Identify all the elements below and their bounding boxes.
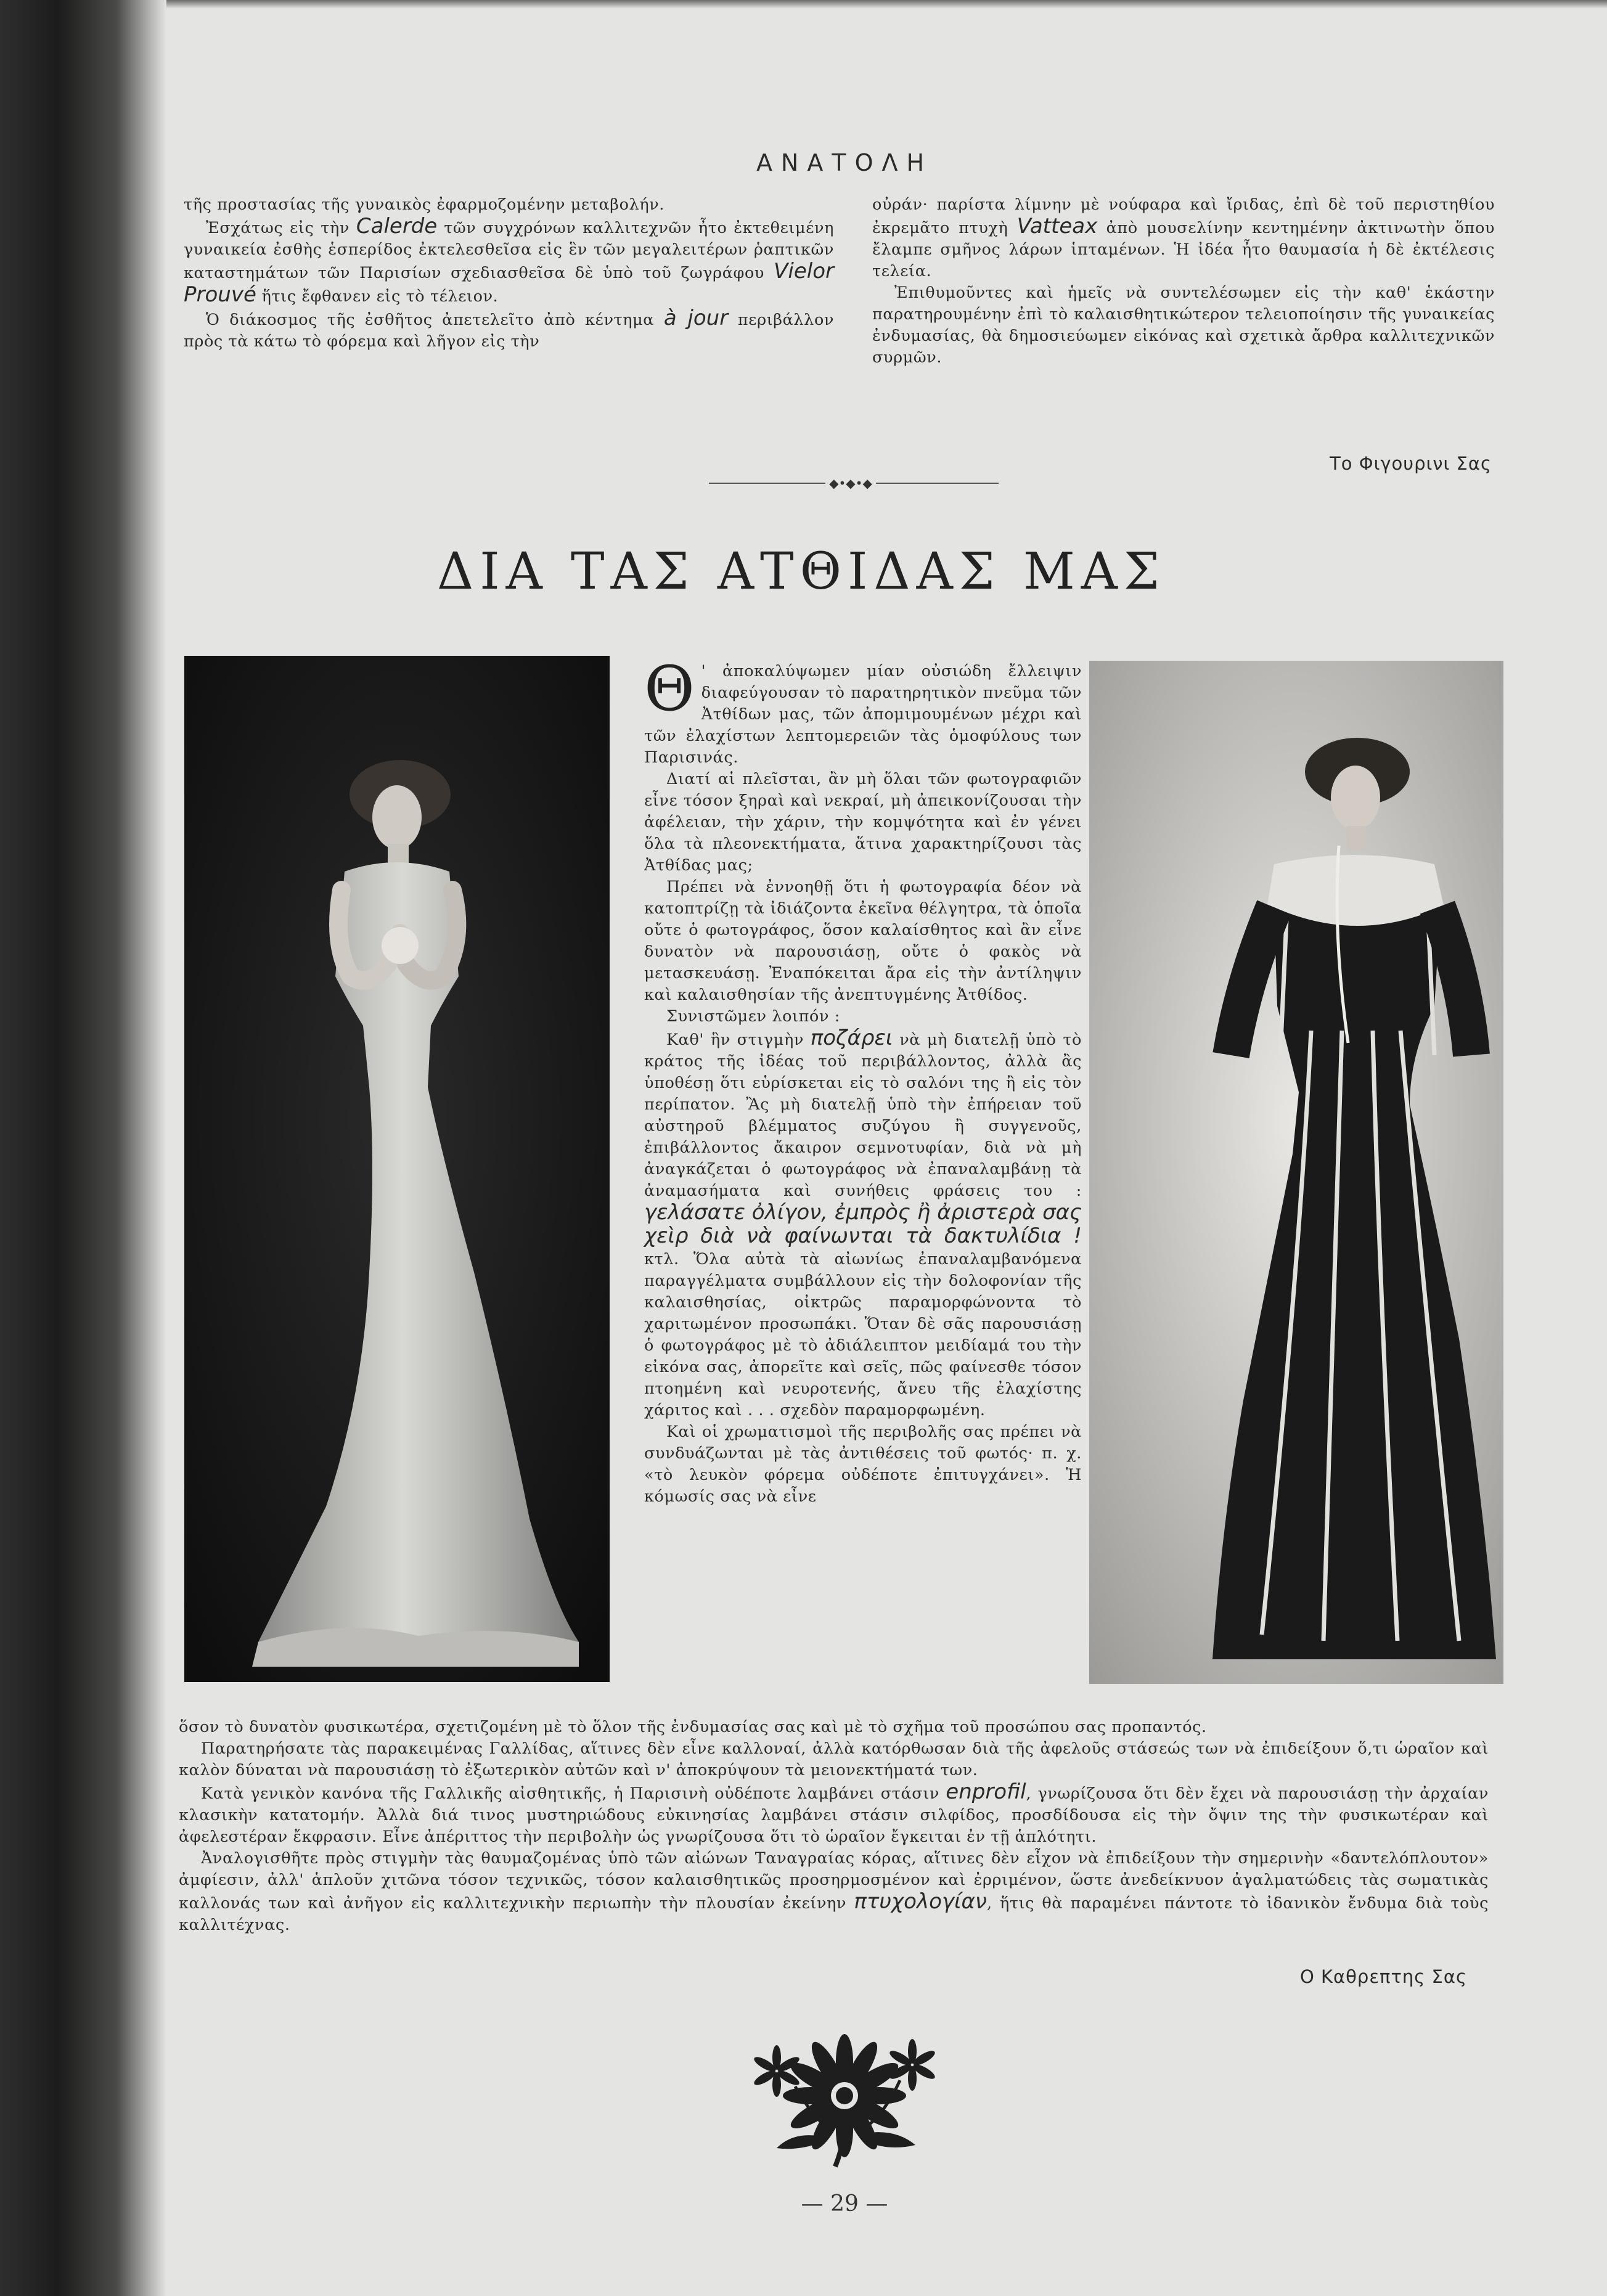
top-left-column bbox=[184, 194, 834, 353]
text-run: Ἀναλογισθῆτε πρὸς στιγμὴν τὰς θαυμαζομένας ὑπὸ τῶν αἰώνων Ταναγραίας κόρας, αἵτινες δὲν εἶχον νὰ ἐπιδείξουν τὴν σημερινὴν «δαντελόπλουτον» ἀμφίεσιν, ἀλλ' ἁπλοῦν χιτῶνα τόσον τεχνικῶς, τόσον καλαισθητικῶς προσηρμοσμένον καὶ ἐρριμένον, ὥστε ἀνεδείκνυον ἀγαλματώδεις τὰς σωματικὰς καλλονάς των καὶ ἀνῆγον εἰς καλλιτεχνικὴν περιωπὴν τὴν πλουσίαν ἐκείνην bbox=[179, 1849, 1489, 1913]
paragraph bbox=[179, 1717, 1489, 1738]
paragraph bbox=[184, 308, 834, 353]
text-run: Παρατηρήσατε τὰς παρακειμένας Γαλλίδας, αἵτινες δὲν εἶνε καλλοναί, ἀλλὰ κατόρθωσαν διὰ τῆς ἀφελοῦς στάσεώς των νὰ ἐπιδείξουν ὅ,τι ὡραῖον καὶ καλὸν δύναται νὰ παρουσιάσῃ τὸ ἐξωτερικὸν αὐτῶν καὶ ν' ἀποκρύψουν τὰ μειονεκτήματά των. bbox=[179, 1739, 1489, 1779]
paragraph bbox=[644, 1027, 1082, 1421]
page-number: — 29 — bbox=[801, 2191, 888, 2216]
text-run: ' ἀποκαλύψωμεν μίαν οὐσιώδη ἔλλειψιν διαφεύγουσαν τὸ παρατηρητικὸν πνεῦμα τῶν Ἀτθίδων μας, τῶν ἀπομιμουμένων μέχρι καὶ τῶν ἐλαχίστων λεπτομερειῶν τὰς ὁμοφύλους των Παρισινάς. bbox=[644, 662, 1082, 767]
paragraph bbox=[644, 1006, 1082, 1027]
italic-run: Vatteax bbox=[1016, 214, 1098, 239]
text-run: τῶν συγχρόνων καλλιτεχνῶν ἦτο ἐκτεθειμένη γυναικεία ἐσθὴς ἑσπερίδος ἐκτελεσθεῖσα εἰς ἓν τῶν μεγαλειτέρων ῥαπτικῶν καταστημάτων τῶν Παρισίων σχεδιασθεῖσα δὲ ὑπὸ τοῦ ζωγράφου bbox=[184, 219, 834, 282]
kathreptis-signature: Ο Καθρεπτης Σας bbox=[1299, 1966, 1467, 1987]
divider-ornament-icon: ◆•◆•◆ bbox=[811, 476, 891, 489]
top-right-column bbox=[872, 194, 1495, 369]
text-run: Καθ' ἣν στιγμὴν bbox=[666, 1031, 811, 1049]
text-run: Κατὰ γενικὸν κανόνα τῆς Γαλλικῆς αἰσθητικῆς, ἡ Παρισινὴ οὐδέποτε λαμβάνει στάσιν bbox=[201, 1784, 946, 1803]
article-bottom-text bbox=[179, 1717, 1489, 1936]
article-title: ΔΙΑ ΤΑΣ ΑΤΘΙΔΑΣ ΜΑΣ bbox=[436, 542, 1166, 601]
article-middle-column bbox=[644, 653, 1082, 1508]
text-run: Πρέπει νὰ ἐννοηθῇ ὅτι ἡ φωτογραφία δέον νὰ κατοπτρίζῃ τὰ ἰδιάζοντα ἐκεῖνα θέλγητρα, τὰ ὁποῖα οὔτε ὁ φωτογράφος, ὅσον καλαίσθητος καὶ ἂν εἶνε δυνατὸν νὰ παρουσιάσῃ, οὔτε ὁ φακὸς νὰ μετασκευάσῃ. Ἐναπόκειται ἄρα εἰς τὴν ἀντίληψιν καὶ καλαισθησίαν τῆς ἀνεπτυγμένης Ἀτθίδος. bbox=[644, 878, 1082, 1004]
text-run: Ὁ διάκοσμος τῆς ἐσθῆτος ἀπετελεῖτο ἀπὸ κέντημα bbox=[206, 311, 664, 329]
text-run: Συνιστῶμεν λοιπόν : bbox=[666, 1007, 840, 1026]
book-binding-shadow bbox=[0, 0, 166, 2296]
paragraph bbox=[644, 769, 1082, 876]
text-run: ὅσον τὸ δυνατὸν φυσικωτέρα, σχετιζομένη μὲ τὸ ὅλον τῆς ἐνδυμασίας σας καὶ μὲ τὸ σχῆμα τοῦ προσώπου σας προπαντός. bbox=[179, 1718, 1207, 1736]
text-run: νὰ μὴ διατελῇ ὑπὸ τὸ κράτος τῆς ἰδέας τοῦ περιβάλλοντος, ἀλλὰ ἂς ὑποθέσῃ ὅτι εὑρίσκεται εἰς τὸ σαλόνι της ἢ εἰς τὸν περίπατον. Ἂς μὴ διατελῇ ὑπὸ τὴν ἐπήρειαν τοῦ αὐστηροῦ βλέμματος συζύγου ἢ συγγενοῦς, ἐπιβάλλοντος ἄκαιρον σεμνοτυφίαν, διὰ νὰ μὴ ἀναγκάζεται ὁ φωτογράφος νὰ ἐπαναλαμβάνῃ τὰ ἀναμασήματα καὶ συνήθεις φράσεις του : bbox=[644, 1031, 1082, 1200]
paragraph bbox=[179, 1738, 1489, 1781]
paragraph bbox=[644, 653, 1082, 769]
drop-cap: Θ bbox=[644, 653, 695, 725]
paragraph bbox=[644, 876, 1082, 1006]
italic-run: πτυχολογίαν bbox=[854, 1889, 987, 1914]
paragraph bbox=[184, 216, 834, 308]
paragraph bbox=[184, 194, 834, 216]
text-run: Καὶ οἱ χρωματισμοὶ τῆς περιβολῆς σας πρέπει νὰ συνδυάζωνται μὲ τὰς ἀντιθέσεις τοῦ φωτός· π. χ. «τὸ λευκὸν φόρεμα οὐδέποτε ἐπιτυγχάνει». Ἡ κόμωσίς σας νὰ εἶνε bbox=[644, 1423, 1082, 1506]
text-run: ἥτις ἔφθανεν εἰς τὸ τέλειον. bbox=[256, 287, 499, 306]
scan-top-edge bbox=[166, 0, 1607, 9]
paragraph bbox=[179, 1781, 1489, 1848]
running-header: ΑΝΑΤΟΛΗ bbox=[756, 149, 933, 176]
text-run: οὐράν· παρίστα λίμνην μὲ νούφαρα καὶ ἴριδας, ἐπὶ δὲ τοῦ περιστηθίου ἐκρεμᾶτο πτυχὴ bbox=[872, 195, 1495, 237]
paragraph bbox=[872, 282, 1495, 369]
paragraph bbox=[872, 194, 1495, 282]
text-run: κτλ. Ὅλα αὐτὰ τὰ αἰωνίως ἐπαναλαμβανόμενα παραγγέλματα συμβάλλουν εἰς τὴν δολοφονίαν τῆς καλαισθησίας, οἰκτρῶς παραμορφώνοντα τὸ χαριτωμένον προσωπάκι. Ὅταν δὲ σᾶς παρουσιάσῃ ὁ φωτογράφος μὲ τὸ ἀδιάλειπτον μειδίαμά του τὴν εἰκόνα σας, ἀπορεῖτε καὶ σεῖς, πῶς φαίνεσθε τόσον πτοημένη καὶ νευροτενής, ἄνευ τῆς ἐλαχίστης χάριτος καὶ . . . σχεδὸν παραμορφωμένη. bbox=[644, 1250, 1082, 1420]
italic-run: à jour bbox=[663, 306, 729, 330]
photo-woman-white-gown bbox=[184, 656, 610, 1682]
photo-woman-dark-gown bbox=[1089, 661, 1503, 1684]
text-run: Ἐσχάτως εἰς τὴν bbox=[206, 219, 356, 237]
text-run: τῆς προστασίας τῆς γυναικὸς ἐφαρμοζομένην μεταβολήν. bbox=[184, 195, 665, 214]
italic-run: γελάσατε ὀλίγον, ἐμπρὸς ἢ ἀριστερὰ σας χεὶρ διὰ νὰ φαίνωνται τὰ δακτυλίδια ! bbox=[644, 1200, 1082, 1248]
text-run: , ἥτις θὰ παραμένει πάντοτε τὸ ἰδανικὸν ἔνδυμα διὰ τοὺς καλλιτέχνας. bbox=[179, 1894, 1489, 1934]
text-run: περιβάλλον πρὸς τὰ κάτω τὸ φόρεμα καὶ λῆγον εἰς τὴν bbox=[184, 311, 835, 351]
text-run: Ἐπιθυμοῦντες καὶ ἡμεῖς νὰ συντελέσωμεν εἰς τὴν καθ' ἑκάστην παρατηρουμένην ἐπὶ τὸ καλαισθητικώτερον τελειοποίησιν τῆς γυναικείας ἐνδυμασίας, θὰ δημοσιεύωμεν εἰκόνας καὶ σχετικὰ ἄρθρα καλλιτεχνικῶν συρμῶν. bbox=[872, 284, 1495, 367]
italic-run: ποζάρει bbox=[810, 1026, 893, 1050]
text-run: , γνωρίζουσα ὅτι δὲν ἔχει νὰ παρουσιάσῃ τὴν ἀρχαίαν κλασικὴν κατατομήν. Ἀλλὰ διά τινος μυστηριώδους εὐκινησίας λαμβάνει στάσιν σιλφίδος, προσδίδουσα εἰς τὴν ὄψιν της τὴν φυσικωτέραν καὶ ἀφελεστέραν ἔκφρασιν. Εἶνε ἀπέριττος τὴν περιβολὴν ὡς γνωρίζουσα ὅτι τὸ ὡραῖον ἔγκειται ἐν τῇ ἁπλότητι. bbox=[179, 1784, 1489, 1846]
text-run: Διατί αἱ πλεῖσται, ἂν μὴ ὅλαι τῶν φωτογραφιῶν εἶνε τόσον ξηραὶ καὶ νεκραί, μὴ ἀπεικονίζουσαι τὴν ἀφέλειαν, τὴν χάριν, τὴν κομψότητα καὶ ἐν γένει ὅλα τὰ πλεονεκτήματα, ἅτινα χαρακτηρίζουσι τὰς Ἀτθίδας μας; bbox=[644, 770, 1082, 875]
paragraph bbox=[644, 1421, 1082, 1508]
italic-run: enprofil bbox=[946, 1779, 1026, 1804]
italic-run: Vielor Prouvé bbox=[184, 259, 834, 307]
text-run: ἀπὸ μουσελίνην κεντημένην ἀκτινωτὴν ὅπου ἔλαμπε σμῆνος λάρων ἱπταμένων. Ἡ ἰδέα ἦτο θαυμασία ἡ δὲ ἐκτέλεσις τελεία. bbox=[872, 219, 1495, 280]
italic-run: Calerde bbox=[356, 214, 438, 239]
paragraph bbox=[179, 1848, 1489, 1936]
floral-ornament-icon bbox=[743, 2028, 946, 2170]
figurini-signature: Το Φιγουρινι Σας bbox=[1330, 453, 1492, 474]
